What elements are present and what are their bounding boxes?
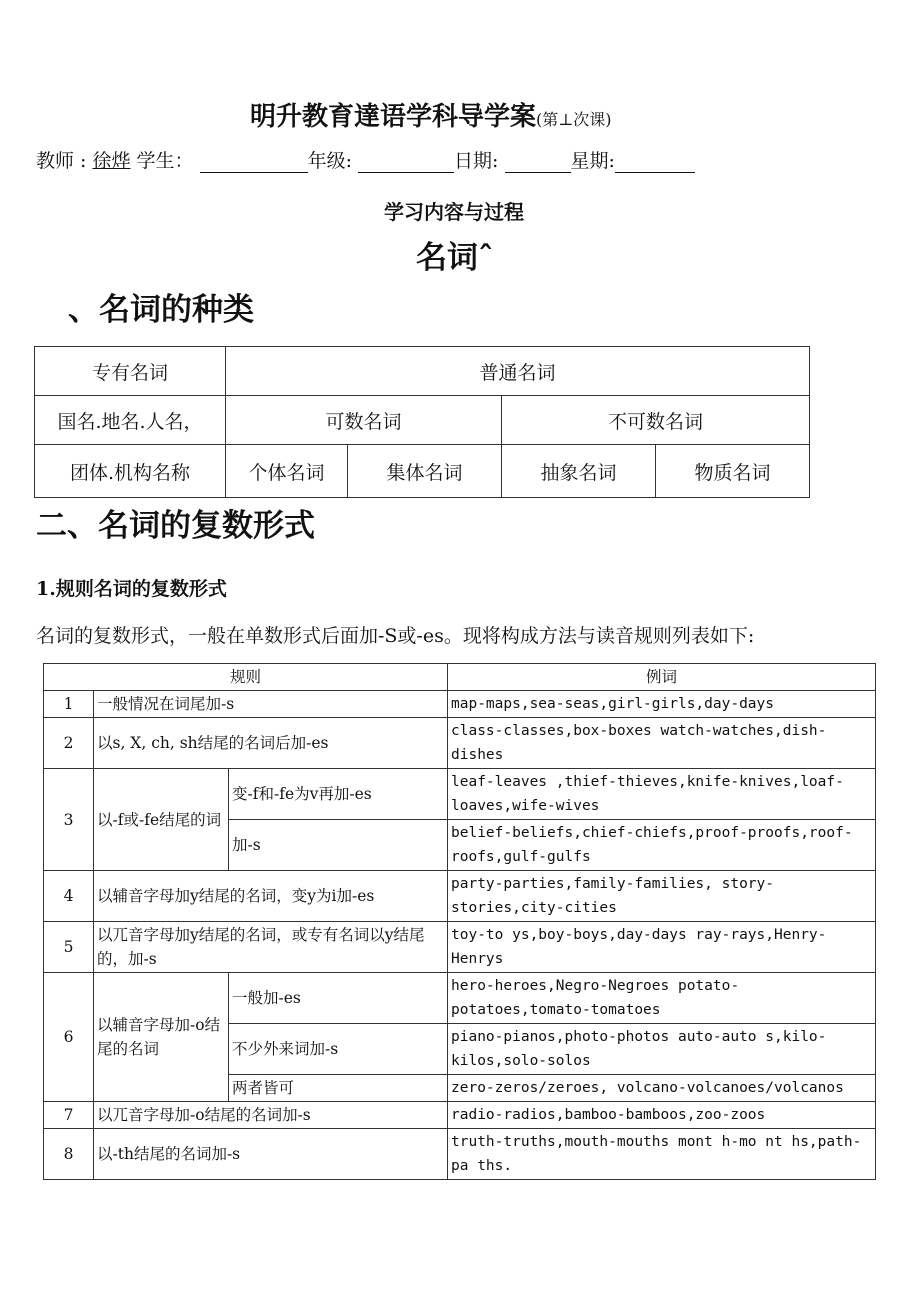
- example-text: party-parties,family-families, story-stories,city-cities: [448, 871, 876, 922]
- sub-rule-text: 变-f和-fe为v再加-es: [229, 769, 448, 820]
- example-text: belief-beliefs,chief-chiefs,proof-proofs,roof-roofs,gulf-gulfs: [448, 820, 876, 871]
- sub-rule-text: 一般加-es: [229, 973, 448, 1024]
- page-title: 明升教育達语学科导学案(第⊥次课): [250, 102, 612, 132]
- date-field[interactable]: [505, 152, 571, 173]
- example-text: toy-to ys,boy-boys,day-days ray-rays,Henry-Henrys: [448, 922, 876, 973]
- row-number: 5: [44, 922, 94, 973]
- cell-collective: 集体名词: [348, 445, 502, 498]
- rule-text: 以辅音字母加y结尾的名词，变y为i加-es: [94, 871, 448, 922]
- subsection-heading: 1.规则名词的复数形式: [36, 578, 227, 600]
- example-text: truth-truths,mouth-mouths mont h-mo nt hs,path-pa ths.: [448, 1129, 876, 1180]
- row-number: 2: [44, 718, 94, 769]
- example-text: map-maps,sea-seas,girl-girls,day-days: [448, 691, 876, 718]
- cell-countable: 可数名词: [226, 396, 502, 445]
- cell-common: 普通名词: [226, 347, 810, 396]
- row-number: 3: [44, 769, 94, 871]
- noun-types-table: [34, 346, 810, 498]
- cell-proper-desc2: 团体.机构名称: [35, 445, 226, 498]
- rule-text: 以兀音字母加y结尾的名词，或专有名词以y结尾的，加-s: [94, 922, 448, 973]
- example-text: hero-heroes,Negro-Negroes potato-potatoes,tomato-tomatoes: [448, 973, 876, 1024]
- rule-text: 以兀音字母加-o结尾的名词加-s: [94, 1102, 448, 1129]
- example-text: leaf-leaves ,thief-thieves,knife-knives,loaf-loaves,wife-wives: [448, 769, 876, 820]
- row-number: 1: [44, 691, 94, 718]
- example-text: zero-zeros/zeroes, volcano-volcanoes/volcanos: [448, 1075, 876, 1102]
- date-label: 日期:: [454, 150, 505, 172]
- rule-text: 以辅音字母加-o结尾的名词: [94, 973, 229, 1102]
- row-number: 7: [44, 1102, 94, 1129]
- example-text: piano-pianos,photo-photos auto-auto s,kilo-kilos,solo-solos: [448, 1024, 876, 1075]
- sub-rule-text: 不少外来词加-s: [229, 1024, 448, 1075]
- sub-rule-text: 两者皆可: [229, 1075, 448, 1102]
- row-number: 4: [44, 871, 94, 922]
- example-text: radio-radios,bamboo-bamboos,zoo-zoos: [448, 1102, 876, 1129]
- grade-field[interactable]: [358, 152, 454, 173]
- cell-uncountable: 不可数名词: [502, 396, 810, 445]
- weekday-field[interactable]: [615, 152, 695, 173]
- teacher-name: 徐烨: [92, 150, 131, 172]
- cell-material: 物质名词: [656, 445, 810, 498]
- intro-paragraph: 名词的复数形式，一般在单数形式后面加-S或-es。现将构成方法与读音规则列表如下:: [36, 625, 755, 647]
- example-text: class-classes,box-boxes watch-watches,dish-dishes: [448, 718, 876, 769]
- subtitle: 学习内容与过程: [384, 200, 524, 224]
- section2-heading: 二、名词的复数形式: [36, 508, 315, 544]
- header-example: 例词: [448, 664, 876, 691]
- cell-individual: 个体名词: [226, 445, 348, 498]
- student-field[interactable]: [200, 152, 308, 173]
- cell-proper: 专有名词: [35, 347, 226, 396]
- header-rule: 规则: [44, 664, 448, 691]
- topic-title: 名词ˆ: [416, 240, 494, 276]
- student-label: 学生：: [130, 150, 194, 172]
- teacher-label: 教师 :: [36, 150, 93, 172]
- rule-text: 以-f或-fe结尾的词: [94, 769, 229, 871]
- plural-rules-table: [43, 663, 876, 1180]
- info-line: [36, 146, 695, 173]
- weekday-label: 星期:: [570, 150, 615, 172]
- rule-text: 以s, X, ch, sh结尾的名词后加-es: [94, 718, 448, 769]
- sub-rule-text: 加-s: [229, 820, 448, 871]
- rule-text: 一般情况在词尾加-s: [94, 691, 448, 718]
- cell-proper-desc1: 国名.地名.人名，: [35, 396, 226, 445]
- row-number: 8: [44, 1129, 94, 1180]
- rule-text: 以-th结尾的名词加-s: [94, 1129, 448, 1180]
- row-number: 6: [44, 973, 94, 1102]
- section1-heading: 、名词的种类: [68, 292, 254, 328]
- grade-label: 年级:: [307, 150, 359, 172]
- lesson-number: (第⊥次课): [536, 110, 612, 129]
- cell-abstract: 抽象名词: [502, 445, 656, 498]
